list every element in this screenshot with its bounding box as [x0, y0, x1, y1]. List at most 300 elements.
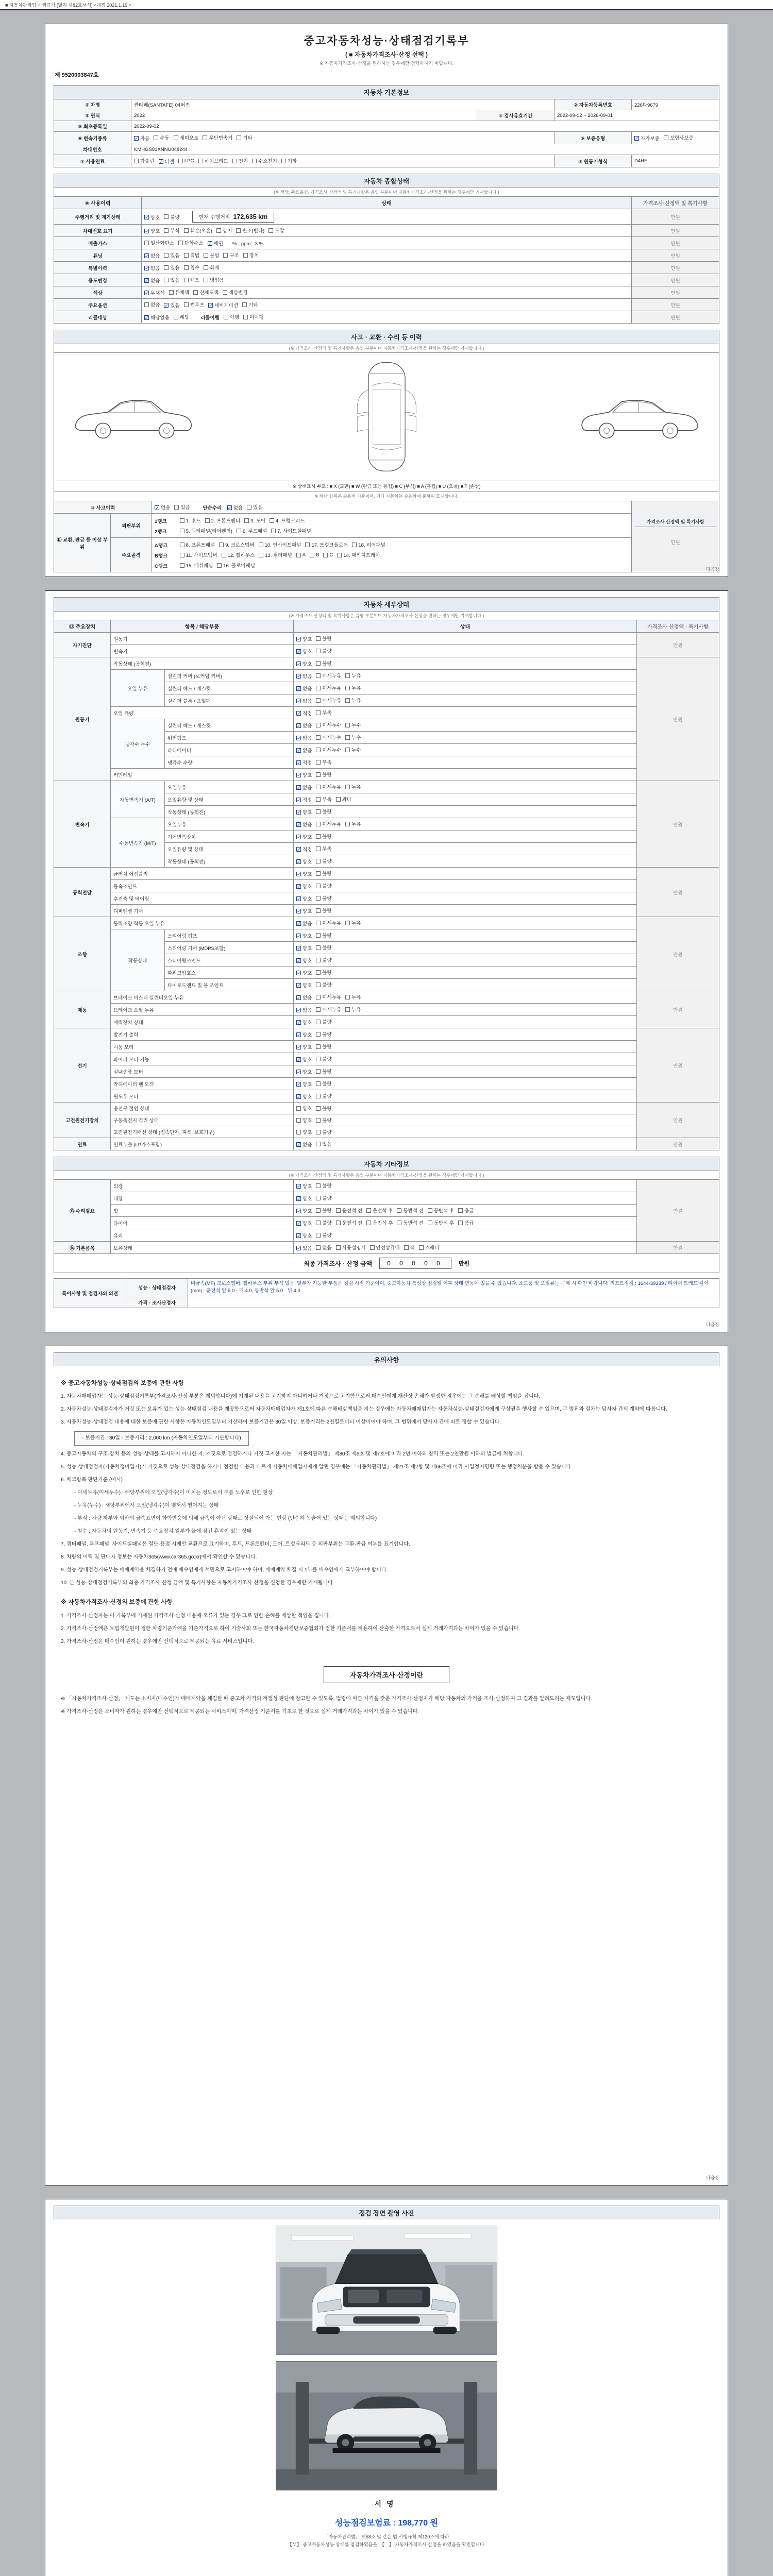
checkbox-option[interactable]	[296, 709, 312, 717]
checkbox-option[interactable]	[316, 1030, 331, 1038]
checkbox-option[interactable]	[198, 157, 228, 164]
checkbox-option[interactable]	[316, 1140, 331, 1147]
checkbox-option[interactable]	[296, 944, 312, 952]
checkbox-option[interactable]	[155, 504, 170, 511]
checkbox-option[interactable]	[316, 697, 341, 704]
checkbox-option[interactable]	[345, 697, 361, 704]
checkbox[interactable]: ✓	[297, 908, 301, 914]
checkbox[interactable]	[180, 563, 184, 568]
checkbox[interactable]: ✓	[135, 135, 139, 141]
checkbox[interactable]	[242, 302, 247, 307]
checkbox-option[interactable]	[345, 684, 361, 691]
checkbox[interactable]	[178, 241, 183, 245]
checkbox[interactable]: ✓	[297, 1183, 301, 1189]
checkbox[interactable]: ✓	[297, 1245, 301, 1251]
checkbox-option[interactable]	[316, 894, 331, 902]
checkbox-option[interactable]	[223, 289, 248, 296]
checkbox-option[interactable]	[316, 1092, 331, 1099]
checkbox[interactable]	[316, 710, 321, 715]
checkbox[interactable]: ✓	[297, 1069, 301, 1075]
checkbox-option[interactable]	[154, 134, 169, 141]
checkbox[interactable]: ✓	[297, 748, 301, 753]
checkbox[interactable]	[345, 735, 350, 740]
checkbox-option[interactable]	[252, 157, 277, 164]
checkbox[interactable]	[174, 505, 179, 510]
checkbox-option[interactable]	[296, 1031, 312, 1038]
checkbox-option[interactable]	[316, 672, 341, 679]
checkbox-option[interactable]	[316, 919, 341, 926]
checkbox[interactable]: ✓	[297, 636, 301, 642]
checkbox-option[interactable]	[296, 821, 312, 828]
checkbox-option[interactable]	[316, 1116, 331, 1124]
checkbox-option[interactable]	[310, 552, 319, 558]
checkbox[interactable]: ✓	[297, 921, 301, 926]
checkbox[interactable]	[237, 135, 241, 140]
checkbox[interactable]	[458, 1208, 463, 1213]
checkbox[interactable]	[316, 1245, 321, 1250]
checkbox-option[interactable]	[296, 1019, 312, 1026]
checkbox[interactable]	[345, 748, 350, 752]
checkbox[interactable]	[316, 1057, 321, 1061]
checkbox[interactable]	[345, 686, 350, 690]
checkbox[interactable]	[259, 543, 263, 547]
checkbox[interactable]	[270, 518, 274, 523]
checkbox-option[interactable]	[458, 1207, 474, 1214]
checkbox-option[interactable]	[296, 957, 312, 964]
checkbox[interactable]	[193, 290, 198, 295]
checkbox-option[interactable]	[164, 251, 179, 259]
checkbox[interactable]	[316, 785, 321, 789]
checkbox[interactable]	[271, 529, 276, 533]
checkbox[interactable]	[316, 995, 321, 999]
checkbox-option[interactable]	[134, 157, 155, 164]
checkbox-option[interactable]	[316, 659, 331, 667]
checkbox[interactable]	[316, 772, 321, 777]
checkbox-option[interactable]	[270, 517, 305, 524]
checkbox-option[interactable]	[174, 134, 199, 141]
checkbox[interactable]	[169, 290, 174, 295]
checkbox-option[interactable]	[296, 796, 312, 803]
checkbox-option[interactable]	[458, 1219, 474, 1226]
checkbox[interactable]	[316, 1221, 321, 1225]
checkbox-option[interactable]	[316, 993, 341, 1001]
checkbox[interactable]	[184, 302, 189, 307]
checkbox-option[interactable]	[296, 552, 306, 558]
checkbox[interactable]	[164, 265, 169, 270]
checkbox[interactable]	[316, 834, 321, 839]
checkbox-option[interactable]	[316, 845, 331, 852]
checkbox-option[interactable]	[345, 1006, 361, 1013]
checkbox[interactable]	[164, 214, 169, 219]
checkbox[interactable]: ✓	[297, 1094, 301, 1099]
checkbox[interactable]	[223, 253, 228, 258]
checkbox[interactable]: ✓	[297, 995, 301, 1001]
checkbox-option[interactable]	[345, 734, 361, 741]
checkbox-option[interactable]	[316, 684, 341, 691]
checkbox[interactable]	[345, 785, 350, 789]
checkbox[interactable]: ✓	[297, 1032, 301, 1038]
checkbox[interactable]	[316, 859, 321, 863]
checkbox[interactable]	[316, 1020, 321, 1024]
checkbox-option[interactable]	[634, 134, 660, 142]
checkbox-option[interactable]	[237, 527, 267, 534]
checkbox-option[interactable]	[397, 1207, 423, 1214]
checkbox-option[interactable]	[144, 264, 160, 272]
checkbox[interactable]: ✓	[297, 772, 301, 778]
checkbox[interactable]	[223, 290, 227, 295]
checkbox[interactable]: ✓	[297, 661, 301, 667]
checkbox[interactable]: ✓	[297, 760, 301, 766]
checkbox[interactable]	[174, 135, 178, 140]
checkbox[interactable]: ✓	[297, 1233, 301, 1239]
checkbox[interactable]: ✓	[297, 846, 301, 852]
checkbox[interactable]	[316, 1183, 321, 1188]
checkbox[interactable]	[345, 921, 350, 925]
checkbox-option[interactable]	[296, 1093, 312, 1100]
checkbox[interactable]	[184, 253, 189, 258]
checkbox-option[interactable]	[316, 1105, 331, 1112]
checkbox-option[interactable]	[337, 551, 380, 558]
checkbox[interactable]	[316, 809, 321, 814]
checkbox[interactable]	[397, 1221, 401, 1225]
checkbox[interactable]	[144, 241, 149, 245]
checkbox[interactable]: ✓	[297, 1081, 301, 1087]
checkbox-option[interactable]	[345, 993, 361, 1001]
checkbox-option[interactable]	[316, 758, 331, 766]
checkbox-option[interactable]	[316, 931, 331, 939]
checkbox[interactable]	[316, 896, 321, 901]
checkbox-option[interactable]	[316, 820, 341, 827]
checkbox-option[interactable]	[316, 1244, 331, 1251]
checkbox[interactable]	[180, 553, 184, 557]
checkbox-option[interactable]	[271, 527, 311, 534]
checkbox[interactable]: ✓	[297, 834, 301, 840]
checkbox-option[interactable]	[296, 907, 312, 914]
checkbox-option[interactable]	[296, 1219, 312, 1227]
checkbox-option[interactable]	[296, 747, 312, 754]
checkbox-option[interactable]	[316, 771, 331, 778]
checkbox[interactable]	[305, 543, 310, 547]
checkbox[interactable]: ✓	[297, 1208, 301, 1214]
checkbox[interactable]	[296, 1106, 301, 1111]
checkbox-option[interactable]	[316, 1194, 331, 1201]
checkbox-option[interactable]	[428, 1219, 454, 1226]
checkbox-option[interactable]	[180, 562, 213, 569]
checkbox-option[interactable]	[296, 1207, 312, 1214]
checkbox[interactable]	[316, 661, 321, 666]
checkbox-option[interactable]	[144, 301, 160, 308]
checkbox-option[interactable]	[345, 919, 361, 926]
checkbox-option[interactable]	[316, 944, 331, 951]
checkbox[interactable]	[296, 553, 301, 557]
checkbox[interactable]: ✓	[297, 933, 301, 939]
checkbox-option[interactable]	[184, 227, 212, 234]
checkbox-option[interactable]	[164, 264, 179, 271]
checkbox-option[interactable]	[345, 721, 361, 728]
checkbox[interactable]	[316, 1007, 321, 1012]
checkbox[interactable]: ✓	[297, 958, 301, 963]
checkbox-option[interactable]	[281, 157, 297, 164]
checkbox[interactable]: ✓	[297, 1142, 301, 1147]
checkbox[interactable]	[337, 553, 342, 557]
checkbox-option[interactable]	[178, 239, 204, 246]
checkbox[interactable]	[345, 1007, 350, 1012]
checkbox[interactable]	[184, 265, 189, 270]
checkbox-option[interactable]	[174, 503, 190, 511]
checkbox-option[interactable]	[296, 1080, 312, 1088]
checkbox-option[interactable]	[184, 264, 199, 271]
checkbox[interactable]: ✓	[227, 505, 232, 511]
checkbox-option[interactable]	[316, 870, 331, 877]
checkbox-option[interactable]	[336, 795, 351, 803]
checkbox-option[interactable]	[204, 264, 219, 271]
checkbox-option[interactable]	[164, 213, 179, 221]
checkbox-option[interactable]	[370, 1244, 400, 1251]
checkbox[interactable]: ✓	[145, 278, 149, 283]
checkbox-option[interactable]	[259, 551, 292, 558]
checkbox[interactable]	[664, 135, 668, 140]
checkbox-option[interactable]	[217, 562, 255, 569]
checkbox-option[interactable]	[366, 1219, 393, 1226]
checkbox[interactable]	[316, 1094, 321, 1098]
checkbox[interactable]	[316, 636, 321, 641]
checkbox[interactable]	[345, 995, 350, 999]
checkbox[interactable]	[323, 553, 328, 557]
checkbox-option[interactable]	[236, 227, 264, 234]
checkbox-option[interactable]	[296, 672, 312, 680]
checkbox[interactable]	[345, 673, 350, 678]
checkbox[interactable]: ✓	[145, 215, 149, 220]
checkbox[interactable]: ✓	[297, 710, 301, 716]
checkbox-option[interactable]	[296, 784, 312, 791]
checkbox[interactable]	[134, 159, 139, 163]
checkbox[interactable]	[316, 921, 321, 925]
checkbox-option[interactable]	[296, 1068, 312, 1075]
checkbox-option[interactable]	[178, 158, 194, 164]
checkbox[interactable]	[316, 982, 321, 987]
checkbox-option[interactable]	[232, 157, 248, 164]
checkbox[interactable]: ✓	[145, 253, 149, 259]
checkbox[interactable]: ✓	[297, 945, 301, 951]
checkbox[interactable]	[180, 529, 184, 533]
checkbox[interactable]	[316, 933, 321, 938]
checkbox-option[interactable]	[316, 1067, 331, 1075]
checkbox-option[interactable]	[144, 227, 160, 234]
checkbox[interactable]	[204, 253, 208, 258]
checkbox-option[interactable]	[336, 1244, 366, 1251]
checkbox-option[interactable]	[144, 289, 165, 296]
checkbox-option[interactable]	[296, 895, 312, 902]
checkbox-option[interactable]	[664, 134, 694, 141]
checkbox[interactable]	[336, 1208, 341, 1213]
checkbox-option[interactable]	[316, 1219, 331, 1226]
checkbox[interactable]	[164, 253, 169, 258]
checkbox[interactable]	[247, 505, 251, 510]
checkbox-option[interactable]	[180, 551, 217, 558]
checkbox-option[interactable]	[134, 134, 149, 142]
checkbox[interactable]	[366, 1208, 371, 1213]
checkbox-option[interactable]	[352, 541, 385, 548]
checkbox[interactable]: ✓	[297, 982, 301, 988]
checkbox[interactable]: ✓	[297, 896, 301, 902]
checkbox[interactable]	[316, 846, 321, 851]
checkbox[interactable]	[184, 228, 189, 233]
checkbox-option[interactable]	[144, 252, 160, 259]
checkbox[interactable]	[370, 1245, 375, 1250]
checkbox-option[interactable]	[316, 795, 331, 803]
checkbox-option[interactable]	[316, 981, 331, 988]
checkbox-option[interactable]	[296, 734, 312, 741]
checkbox[interactable]	[316, 1118, 321, 1123]
checkbox[interactable]	[316, 698, 321, 703]
checkbox-option[interactable]	[316, 1182, 331, 1189]
checkbox[interactable]: ✓	[297, 859, 301, 865]
checkbox[interactable]: ✓	[297, 884, 301, 889]
checkbox-option[interactable]	[296, 685, 312, 692]
checkbox-option[interactable]	[237, 134, 252, 141]
checkbox-option[interactable]	[296, 883, 312, 890]
checkbox[interactable]	[164, 228, 169, 233]
checkbox-option[interactable]	[316, 783, 341, 790]
checkbox-option[interactable]	[316, 1006, 341, 1013]
checkbox[interactable]: ✓	[297, 673, 301, 679]
checkbox[interactable]	[316, 1233, 321, 1238]
checkbox[interactable]	[428, 1208, 432, 1213]
checkbox-option[interactable]	[296, 932, 312, 939]
checkbox-option[interactable]	[204, 276, 224, 283]
checkbox[interactable]	[316, 970, 321, 975]
checkbox[interactable]: ✓	[297, 1057, 301, 1062]
checkbox[interactable]	[243, 315, 248, 319]
checkbox[interactable]: ✓	[145, 228, 149, 234]
checkbox-option[interactable]	[224, 313, 239, 320]
checkbox[interactable]	[428, 1221, 432, 1225]
checkbox-option[interactable]	[242, 301, 258, 308]
checkbox-option[interactable]	[296, 635, 312, 642]
checkbox-option[interactable]	[159, 158, 174, 165]
checkbox[interactable]	[316, 649, 321, 653]
checkbox[interactable]: ✓	[297, 698, 301, 704]
checkbox[interactable]	[316, 748, 321, 752]
checkbox-option[interactable]	[316, 808, 331, 815]
checkbox-option[interactable]	[223, 251, 239, 259]
checkbox-option[interactable]	[268, 227, 284, 234]
checkbox[interactable]: ✓	[297, 1196, 301, 1201]
checkbox-option[interactable]	[316, 1080, 331, 1087]
checkbox[interactable]	[316, 958, 321, 962]
checkbox[interactable]	[345, 723, 350, 727]
checkbox[interactable]	[316, 884, 321, 888]
checkbox[interactable]	[296, 1130, 301, 1134]
checkbox[interactable]	[310, 553, 314, 557]
checkbox[interactable]: ✓	[297, 822, 301, 827]
checkbox-option[interactable]	[397, 1219, 423, 1226]
checkbox[interactable]	[243, 253, 248, 258]
checkbox-option[interactable]	[180, 517, 201, 524]
checkbox[interactable]	[198, 159, 203, 163]
checkbox-option[interactable]	[208, 301, 238, 309]
checkbox-option[interactable]	[316, 721, 341, 728]
checkbox-option[interactable]	[296, 697, 312, 704]
checkbox[interactable]	[180, 518, 184, 523]
checkbox[interactable]: ✓	[297, 649, 301, 654]
checkbox[interactable]	[237, 529, 241, 533]
checkbox[interactable]	[336, 1221, 341, 1225]
checkbox[interactable]: ✓	[297, 797, 301, 803]
checkbox[interactable]	[244, 518, 249, 523]
checkbox-option[interactable]	[296, 1006, 312, 1013]
checkbox-option[interactable]	[144, 239, 174, 246]
checkbox-option[interactable]	[180, 527, 232, 534]
checkbox-option[interactable]	[296, 1116, 312, 1124]
checkbox[interactable]	[316, 760, 321, 765]
checkbox[interactable]: ✓	[297, 723, 301, 728]
checkbox-option[interactable]	[296, 969, 312, 976]
checkbox-option[interactable]	[296, 648, 312, 655]
checkbox-option[interactable]	[296, 1056, 312, 1063]
checkbox[interactable]: ✓	[297, 1020, 301, 1025]
checkbox-option[interactable]	[316, 734, 341, 741]
checkbox-option[interactable]	[428, 1207, 454, 1214]
checkbox[interactable]	[180, 543, 184, 547]
checkbox[interactable]: ✓	[145, 290, 149, 296]
checkbox[interactable]	[336, 1245, 341, 1250]
checkbox[interactable]: ✓	[297, 785, 301, 790]
checkbox-option[interactable]	[316, 746, 341, 753]
checkbox-option[interactable]	[243, 313, 264, 320]
checkbox-option[interactable]	[296, 858, 312, 865]
checkbox-option[interactable]	[296, 1141, 312, 1148]
checkbox[interactable]	[219, 543, 224, 547]
checkbox-option[interactable]	[316, 907, 331, 914]
checkbox[interactable]	[174, 315, 178, 319]
checkbox[interactable]	[316, 1208, 321, 1213]
checkbox[interactable]	[316, 1196, 321, 1200]
checkbox-option[interactable]	[316, 882, 331, 889]
checkbox-option[interactable]	[296, 1128, 312, 1136]
checkbox[interactable]	[316, 1130, 321, 1134]
checkbox-option[interactable]	[316, 969, 331, 976]
checkbox-option[interactable]	[316, 1231, 331, 1239]
checkbox[interactable]	[203, 135, 207, 140]
checkbox-option[interactable]	[296, 845, 312, 853]
checkbox[interactable]	[352, 543, 357, 547]
checkbox-option[interactable]	[296, 1043, 312, 1050]
checkbox[interactable]: ✓	[297, 871, 301, 877]
checkbox[interactable]	[316, 1032, 321, 1037]
checkbox[interactable]	[154, 135, 158, 140]
checkbox[interactable]	[184, 278, 189, 282]
checkbox-option[interactable]	[227, 504, 243, 511]
checkbox-option[interactable]	[336, 1207, 362, 1214]
checkbox-option[interactable]	[205, 517, 240, 524]
checkbox-option[interactable]	[169, 289, 190, 296]
checkbox-option[interactable]	[316, 635, 331, 642]
checkbox-option[interactable]	[219, 541, 254, 548]
checkbox[interactable]	[366, 1221, 371, 1225]
checkbox-option[interactable]	[296, 660, 312, 667]
checkbox-option[interactable]	[174, 313, 189, 320]
checkbox[interactable]	[316, 1044, 321, 1049]
checkbox[interactable]	[316, 735, 321, 740]
checkbox[interactable]	[316, 686, 321, 690]
checkbox-option[interactable]	[208, 240, 223, 247]
checkbox[interactable]	[345, 698, 350, 703]
checkbox-option[interactable]	[244, 517, 265, 524]
checkbox[interactable]	[216, 228, 221, 233]
checkbox[interactable]: ✓	[297, 1221, 301, 1226]
checkbox-option[interactable]	[316, 1055, 331, 1062]
